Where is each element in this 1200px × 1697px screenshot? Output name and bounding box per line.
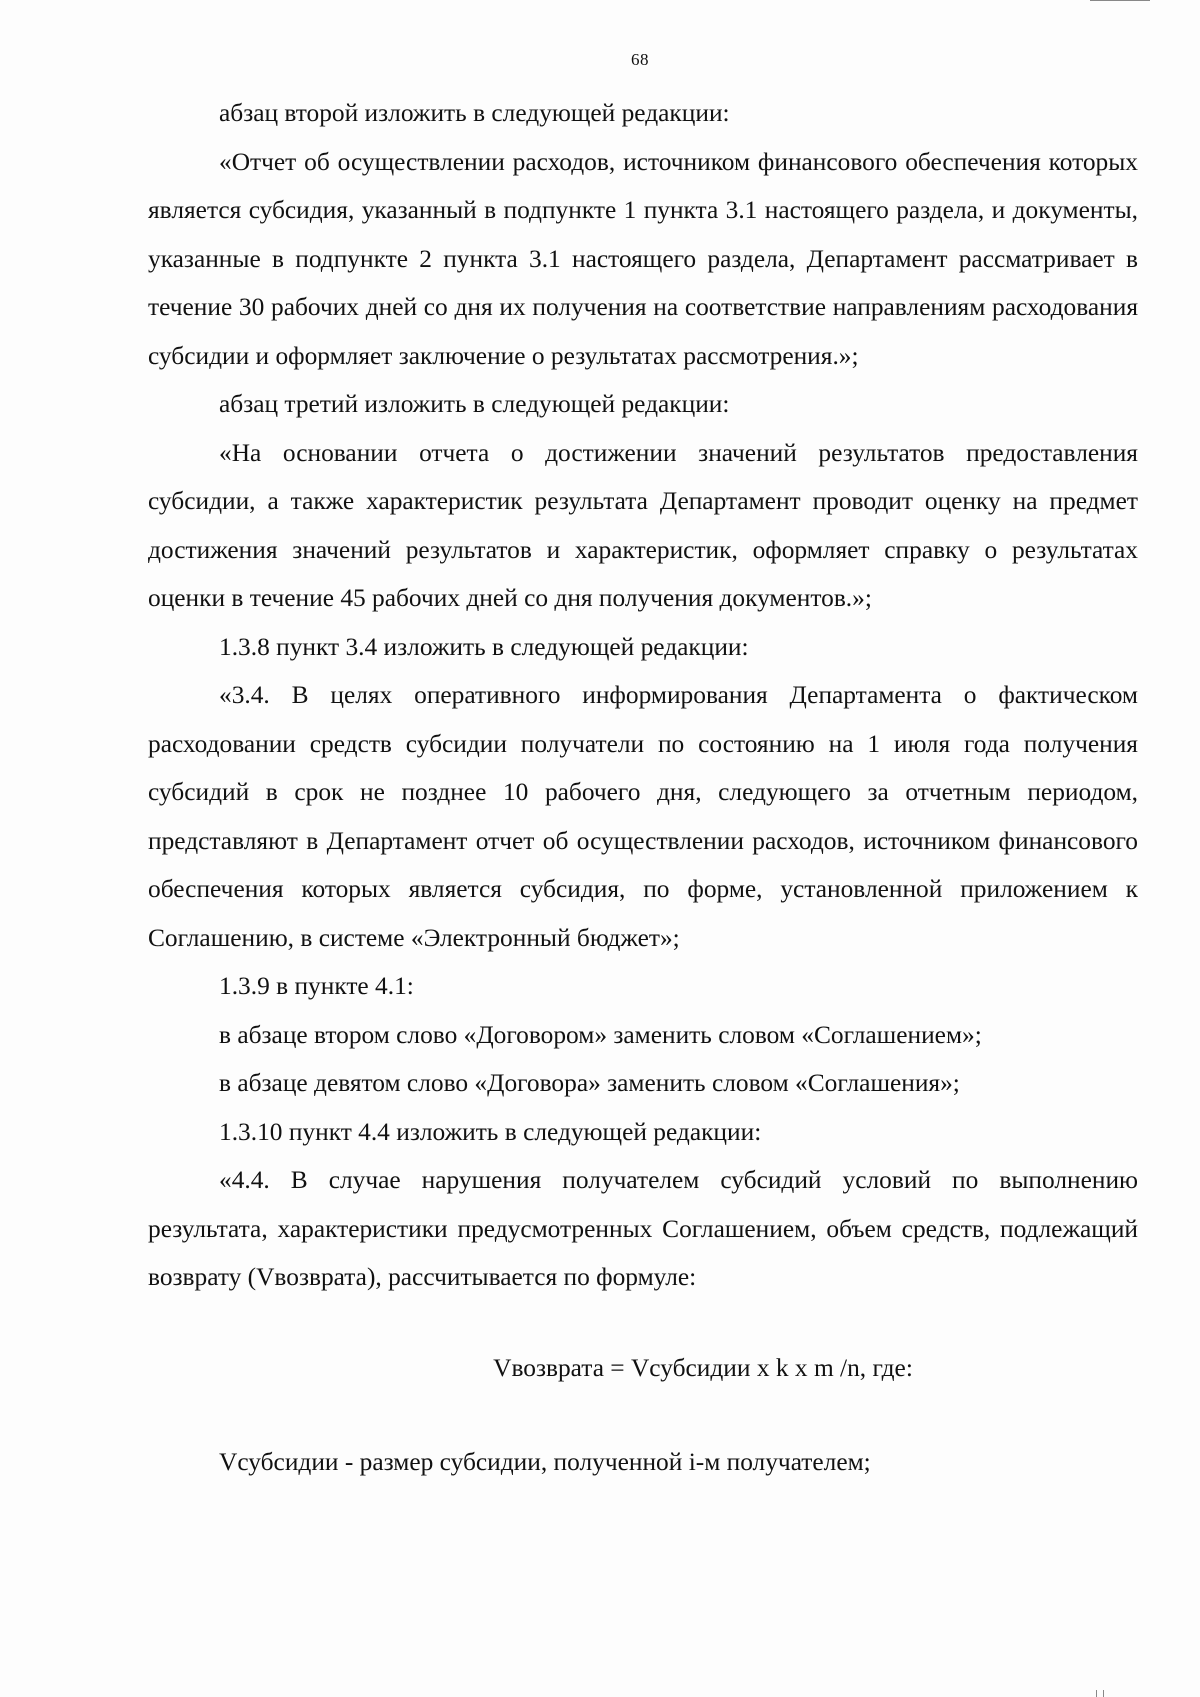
paragraph-6: «3.4. В целях оперативного информирования Департамента о фактическом расходовании средств субсидии получатели по состоянию на 1 июля года получения субсидий в срок не позднее 10 рабочего дня, следующего за отчетным периодом, представляют в Департамент отчет об осуществлении расходов, источником финансового обеспечения которых является субсидия, по форме, установленной приложением к Соглашению, в системе «Электронный бюджет»; <box>148 681 1138 952</box>
paragraph-8: в абзаце втором слово «Договором» заменить словом «Соглашением»; <box>219 1020 982 1049</box>
definition-line: Vсубсидии - размер субсидии, полученной i-м получателем; <box>219 1448 871 1476</box>
formula: Vвозврата = Vсубсидии x k x m /n, где: <box>493 1353 913 1382</box>
paragraph-9: в абзаце девятом слово «Договора» заменить словом «Соглашения»; <box>219 1069 960 1097</box>
document-body <box>148 89 1138 1487</box>
page-number: 68 <box>631 50 649 69</box>
paragraph-11: «4.4. В случае нарушения получателем субсидий условий по выполнению результата, характеристики предусмотренных Соглашением, объем средств, подлежащий возврату (Vвозврата), рассчитывается по формуле: <box>148 1166 1138 1291</box>
paragraph-2: «Отчет об осуществлении расходов, источником финансового обеспечения которых является субсидия, указанный в подпункте 1 пункта 3.1 настоящего раздела, и документы, указанные в подпункте 2 пункта 3.1 настоящего раздела, Департамент рассматривает в течение 30 рабочих дней со дня их получения на соответствие направлениям расходования субсидии и оформляет заключение о результатах рассмотрения.»; <box>148 147 1138 370</box>
scan-mark-top <box>1090 0 1150 1</box>
paragraph-10: 1.3.10 пункт 4.4 изложить в следующей редакции: <box>219 1117 762 1146</box>
paragraph-1: абзац второй изложить в следующей редакции: <box>219 99 730 127</box>
paragraph-4: «На основании отчета о достижении значений результатов предоставления субсидии, а также характеристик результата Департамент проводит оценку на предмет достижения значений результатов и характеристик, оформляет справку о результатах оценки в течение 45 рабочих дней со дня получения документов.»; <box>148 438 1138 612</box>
scan-mark-bottom <box>1096 1690 1097 1697</box>
paragraph-5: 1.3.8 пункт 3.4 изложить в следующей редакции: <box>219 632 749 661</box>
paragraph-7: 1.3.9 в пункте 4.1: <box>219 972 414 1000</box>
paragraph-3: абзац третий изложить в следующей редакции: <box>219 390 730 418</box>
scan-mark-bottom-2 <box>1103 1690 1104 1697</box>
